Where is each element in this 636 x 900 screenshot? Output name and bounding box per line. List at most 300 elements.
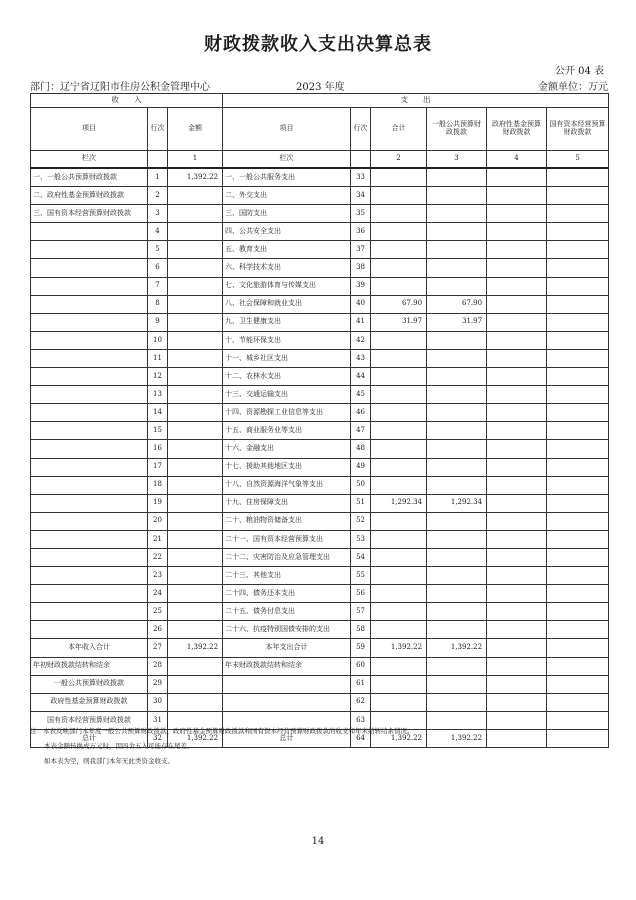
- income-item: [31, 241, 148, 259]
- table-row: [31, 548, 609, 566]
- income-line-number: 19: [148, 494, 168, 512]
- income-amount: [168, 621, 223, 639]
- general-budget-amount: [427, 259, 487, 277]
- income-item: [31, 512, 148, 530]
- expense-item: 九、卫生健康支出: [223, 313, 351, 331]
- income-amount: 1,392.22: [168, 639, 223, 657]
- expense-line-number: 46: [351, 404, 371, 422]
- expense-item: 二十四、债务还本支出: [223, 585, 351, 603]
- state-capital-amount: [547, 458, 609, 476]
- income-line-number: 13: [148, 386, 168, 404]
- table-row: [31, 675, 609, 693]
- income-line-number: 6: [148, 259, 168, 277]
- expense-colname: 栏次: [223, 151, 351, 169]
- general-budget-amount: [427, 331, 487, 349]
- general-budget-amount: [427, 422, 487, 440]
- table-row: [31, 277, 609, 295]
- expense-total: [371, 585, 427, 603]
- state-capital-amount: [547, 657, 609, 675]
- budget-table: [30, 93, 609, 748]
- general-budget-amount: [427, 241, 487, 259]
- expense-line-number: 45: [351, 386, 371, 404]
- income-amount: [168, 603, 223, 621]
- expense-line-number: 48: [351, 440, 371, 458]
- income-line-number: 25: [148, 603, 168, 621]
- gov-fund-amount: [487, 241, 547, 259]
- income-line-number: 27: [148, 639, 168, 657]
- expense-total: [371, 241, 427, 259]
- col-number-1: 1: [168, 151, 223, 169]
- income-amount: [168, 295, 223, 313]
- table-row: [31, 205, 609, 223]
- expense-line-number: 39: [351, 277, 371, 295]
- table-row: [31, 494, 609, 512]
- income-amount: [168, 440, 223, 458]
- income-line-number: 12: [148, 368, 168, 386]
- income-amount: [168, 368, 223, 386]
- expense-line-number: 57: [351, 603, 371, 621]
- table-row: [31, 168, 609, 187]
- expense-total: [371, 349, 427, 367]
- expense-item: [223, 693, 351, 711]
- expense-line-number: 41: [351, 313, 371, 331]
- income-line-number: 15: [148, 422, 168, 440]
- gov-fund-amount: [487, 386, 547, 404]
- table-row: [31, 422, 609, 440]
- state-capital-amount: [547, 313, 609, 331]
- state-capital-amount: [547, 422, 609, 440]
- general-budget-amount: [427, 548, 487, 566]
- income-item: [31, 277, 148, 295]
- income-item-header: 项目: [31, 108, 148, 151]
- expense-total: [371, 693, 427, 711]
- income-item: [31, 621, 148, 639]
- state-capital-amount: [547, 693, 609, 711]
- general-budget-amount: [427, 530, 487, 548]
- state-capital-amount: [547, 168, 609, 187]
- expense-line-number: 52: [351, 512, 371, 530]
- income-line-number: 32: [148, 729, 168, 747]
- general-budget-amount: [427, 368, 487, 386]
- expense-item: 十九、住房保障支出: [223, 494, 351, 512]
- income-item: [31, 386, 148, 404]
- state-capital-amount: [547, 259, 609, 277]
- state-capital-amount: [547, 585, 609, 603]
- gov-fund-amount: [487, 295, 547, 313]
- expense-item-header: 项目: [223, 108, 351, 151]
- gov-fund-amount: [487, 458, 547, 476]
- income-item: [31, 458, 148, 476]
- income-item: 三、国有资本经营预算财政拨款: [31, 205, 148, 223]
- income-item: [31, 313, 148, 331]
- expense-item: 二十五、债务付息支出: [223, 603, 351, 621]
- gov-fund-amount: [487, 639, 547, 657]
- gov-fund-amount: [487, 440, 547, 458]
- col-number-2: 2: [371, 151, 427, 169]
- expense-line-number: 53: [351, 530, 371, 548]
- income-line-number: 5: [148, 241, 168, 259]
- gov-fund-amount: [487, 548, 547, 566]
- income-amount: [168, 241, 223, 259]
- expense-line-header: 行次: [351, 108, 371, 151]
- expense-item: 二十六、抗疫特别国债安排的支出: [223, 621, 351, 639]
- table-row: [31, 458, 609, 476]
- income-item: 年初财政拨款结转和结余: [31, 657, 148, 675]
- income-line-number: 21: [148, 530, 168, 548]
- expense-item: 十四、资源勘探工业信息等支出: [223, 404, 351, 422]
- income-item: [31, 223, 148, 241]
- income-line-number: 30: [148, 693, 168, 711]
- general-budget-amount: 67.90: [427, 295, 487, 313]
- income-line-number: 26: [148, 621, 168, 639]
- income-amount: [168, 349, 223, 367]
- income-item: [31, 567, 148, 585]
- table-row: [31, 368, 609, 386]
- expense-line-number: 34: [351, 187, 371, 205]
- gov-fund-amount: [487, 693, 547, 711]
- state-capital-amount: [547, 241, 609, 259]
- empty-cell: [351, 151, 371, 169]
- expense-line-number: 63: [351, 711, 371, 729]
- income-line-number: 31: [148, 711, 168, 729]
- income-line-number: 7: [148, 277, 168, 295]
- expense-item: 三、国防支出: [223, 205, 351, 223]
- expense-total: 67.90: [371, 295, 427, 313]
- income-amount: [168, 585, 223, 603]
- state-capital-amount: [547, 386, 609, 404]
- income-amount: [168, 567, 223, 585]
- header-row-column-numbers: [31, 151, 609, 169]
- general-budget-amount: [427, 440, 487, 458]
- table-row: [31, 241, 609, 259]
- expense-total: 1,392.22: [371, 639, 427, 657]
- state-capital-amount: [547, 187, 609, 205]
- general-budget-amount: [427, 693, 487, 711]
- expense-total: [371, 530, 427, 548]
- footnote-line: 注：本表反映部门本年度一般公共预算财政拨款、政府性基金预算财政拨款和国有资本经营预算财政拨款的收支和年末结转结余情况。: [30, 727, 414, 735]
- expense-total: 1,292.34: [371, 494, 427, 512]
- table-row: [31, 331, 609, 349]
- footnote-line: 如本表为空，则我部门本年无此类资金收支。: [44, 757, 174, 765]
- expense-total: [371, 476, 427, 494]
- gov-fund-amount: [487, 422, 547, 440]
- expense-line-number: 33: [351, 168, 371, 187]
- table-row: [31, 603, 609, 621]
- income-item: 二、政府性基金预算财政拨款: [31, 187, 148, 205]
- general-budget-amount: 1,392.22: [427, 639, 487, 657]
- state-capital-amount: [547, 223, 609, 241]
- state-capital-amount: [547, 512, 609, 530]
- state-capital-amount: [547, 368, 609, 386]
- expense-total: 1,392.22: [371, 729, 427, 747]
- income-item: 一、一般公共预算财政拨款: [31, 168, 148, 187]
- general-budget-amount: [427, 386, 487, 404]
- expense-line-number: 64: [351, 729, 371, 747]
- income-item: [31, 349, 148, 367]
- income-line-number: 1: [148, 168, 168, 187]
- expense-total: [371, 168, 427, 187]
- income-amount: 1,392.22: [168, 729, 223, 747]
- table-row: [31, 223, 609, 241]
- expense-item: 十八、自然资源海洋气象等支出: [223, 476, 351, 494]
- gov-fund-amount: [487, 187, 547, 205]
- income-amount: [168, 512, 223, 530]
- income-item: [31, 259, 148, 277]
- expense-item: 本年支出合计: [223, 639, 351, 657]
- expense-item: 一、一般公共服务支出: [223, 168, 351, 187]
- general-budget-amount: [427, 404, 487, 422]
- table-row: [31, 349, 609, 367]
- expense-item: 二十二、灾害防治及应急管理支出: [223, 548, 351, 566]
- col-number-4: 4: [487, 151, 547, 169]
- gov-fund-amount: [487, 368, 547, 386]
- general-budget-amount: [427, 603, 487, 621]
- expense-line-number: 47: [351, 422, 371, 440]
- income-line-number: 29: [148, 675, 168, 693]
- income-line-number: 8: [148, 295, 168, 313]
- income-item: 一般公共预算财政拨款: [31, 675, 148, 693]
- gov-fund-amount: [487, 168, 547, 187]
- expense-line-number: 40: [351, 295, 371, 313]
- state-capital-amount: [547, 548, 609, 566]
- income-line-number: 16: [148, 440, 168, 458]
- expense-line-number: 55: [351, 567, 371, 585]
- income-item: [31, 476, 148, 494]
- general-budget-amount: [427, 205, 487, 223]
- gov-fund-amount: [487, 223, 547, 241]
- state-capital-amount: [547, 404, 609, 422]
- income-amount: [168, 458, 223, 476]
- income-amount: [168, 187, 223, 205]
- general-budget-amount: [427, 621, 487, 639]
- expense-item: 七、文化旅游体育与传媒支出: [223, 277, 351, 295]
- expense-line-number: 43: [351, 349, 371, 367]
- income-amount: [168, 422, 223, 440]
- table-row: [31, 530, 609, 548]
- expense-item: 十六、金融支出: [223, 440, 351, 458]
- gov-fund-amount: [487, 675, 547, 693]
- expense-item: 二十一、国有资本经营预算支出: [223, 530, 351, 548]
- gov-fund-amount: [487, 621, 547, 639]
- expense-total: [371, 331, 427, 349]
- income-amount: [168, 205, 223, 223]
- income-amount: [168, 657, 223, 675]
- expense-total: 31.97: [371, 313, 427, 331]
- income-line-number: 2: [148, 187, 168, 205]
- expense-line-number: 49: [351, 458, 371, 476]
- expense-item: 十一、城乡社区支出: [223, 349, 351, 367]
- income-amount: [168, 386, 223, 404]
- income-item: [31, 494, 148, 512]
- state-capital-amount: [547, 331, 609, 349]
- gov-fund-amount: [487, 313, 547, 331]
- income-line-number: 18: [148, 476, 168, 494]
- gov-fund-amount: [487, 277, 547, 295]
- state-capital-header: 国有资本经营预算财政拨款: [547, 108, 609, 151]
- expense-item: 四、公共安全支出: [223, 223, 351, 241]
- income-line-number: 23: [148, 567, 168, 585]
- table-row: [31, 585, 609, 603]
- table-row: [31, 295, 609, 313]
- gov-fund-amount: [487, 657, 547, 675]
- state-capital-amount: [547, 277, 609, 295]
- income-line-number: 3: [148, 205, 168, 223]
- income-line-header: 行次: [148, 108, 168, 151]
- income-line-number: 11: [148, 349, 168, 367]
- state-capital-amount: [547, 621, 609, 639]
- footnote: [30, 724, 608, 769]
- income-amount-header: 金额: [168, 108, 223, 151]
- col-number-3: 3: [427, 151, 487, 169]
- income-amount: [168, 530, 223, 548]
- department-label: 部门：辽宁省辽阳市住房公积金管理中心: [30, 82, 210, 93]
- income-colname: 栏次: [31, 151, 148, 169]
- table-row: [31, 386, 609, 404]
- general-budget-header: 一般公共预算财政拨款: [427, 108, 487, 151]
- income-line-number: 24: [148, 585, 168, 603]
- income-item: [31, 603, 148, 621]
- income-amount: [168, 675, 223, 693]
- gov-fund-amount: [487, 567, 547, 585]
- income-section-header: 收 入: [31, 94, 223, 108]
- income-item: [31, 368, 148, 386]
- expense-section-header: 支 出: [223, 94, 609, 108]
- expense-total: [371, 603, 427, 621]
- gov-fund-amount: [487, 512, 547, 530]
- expense-line-number: 58: [351, 621, 371, 639]
- income-item: 本年收入合计: [31, 639, 148, 657]
- income-amount: [168, 548, 223, 566]
- income-item: [31, 530, 148, 548]
- expense-total: [371, 440, 427, 458]
- meta-row: [30, 78, 608, 92]
- expense-item: 十三、交通运输支出: [223, 386, 351, 404]
- gov-fund-amount: [487, 404, 547, 422]
- state-capital-amount: [547, 349, 609, 367]
- gov-fund-amount: [487, 259, 547, 277]
- gov-fund-amount: [487, 494, 547, 512]
- general-budget-amount: [427, 458, 487, 476]
- expense-total: [371, 368, 427, 386]
- expense-total: [371, 512, 427, 530]
- income-amount: [168, 693, 223, 711]
- state-capital-amount: [547, 675, 609, 693]
- general-budget-amount: [427, 567, 487, 585]
- col-number-5: 5: [547, 151, 609, 169]
- income-amount: [168, 313, 223, 331]
- gov-fund-amount: [487, 476, 547, 494]
- table-row: [31, 259, 609, 277]
- income-line-number: 14: [148, 404, 168, 422]
- income-item: [31, 404, 148, 422]
- state-capital-amount: [547, 476, 609, 494]
- income-amount: 1,392.22: [168, 168, 223, 187]
- expense-total: [371, 675, 427, 693]
- gov-fund-amount: [487, 585, 547, 603]
- state-capital-amount: [547, 494, 609, 512]
- gov-fund-amount: [487, 331, 547, 349]
- form-number: 公开 04 表: [554, 66, 604, 77]
- gov-fund-amount: [487, 603, 547, 621]
- income-item: [31, 295, 148, 313]
- empty-cell: [148, 151, 168, 169]
- expense-line-number: 61: [351, 675, 371, 693]
- header-row-sections: [31, 94, 609, 108]
- expense-item: 十五、商业服务业等支出: [223, 422, 351, 440]
- income-item: [31, 440, 148, 458]
- expense-total: [371, 277, 427, 295]
- general-budget-amount: [427, 585, 487, 603]
- state-capital-amount: [547, 440, 609, 458]
- income-amount: [168, 259, 223, 277]
- table-row: [31, 404, 609, 422]
- income-item: 国有资本经营预算财政拨款: [31, 711, 148, 729]
- general-budget-amount: 1,392.22: [427, 729, 487, 747]
- expense-item: 二十三、其他支出: [223, 567, 351, 585]
- table-row: [31, 621, 609, 639]
- income-line-number: 22: [148, 548, 168, 566]
- expense-line-number: 51: [351, 494, 371, 512]
- general-budget-amount: [427, 277, 487, 295]
- header-row-columns: [31, 108, 609, 151]
- state-capital-amount: [547, 295, 609, 313]
- income-item: [31, 585, 148, 603]
- general-budget-amount: [427, 187, 487, 205]
- state-capital-amount: [547, 205, 609, 223]
- table-row: [31, 187, 609, 205]
- income-item: [31, 331, 148, 349]
- gov-fund-amount: [487, 349, 547, 367]
- income-amount: [168, 494, 223, 512]
- expense-line-number: 37: [351, 241, 371, 259]
- income-item: [31, 548, 148, 566]
- income-line-number: 10: [148, 331, 168, 349]
- income-line-number: 17: [148, 458, 168, 476]
- table-row: [31, 476, 609, 494]
- table-row: [31, 567, 609, 585]
- gov-fund-amount: [487, 205, 547, 223]
- expense-item: 二十、粮油物资储备支出: [223, 512, 351, 530]
- general-budget-amount: [427, 476, 487, 494]
- income-amount: [168, 223, 223, 241]
- gov-fund-header: 政府性基金预算财政拨款: [487, 108, 547, 151]
- expense-item: 六、科学技术支出: [223, 259, 351, 277]
- expense-total: [371, 404, 427, 422]
- income-line-number: 20: [148, 512, 168, 530]
- expense-line-number: 35: [351, 205, 371, 223]
- expense-line-number: 59: [351, 639, 371, 657]
- general-budget-amount: 1,292.34: [427, 494, 487, 512]
- general-budget-amount: [427, 675, 487, 693]
- expense-line-number: 54: [351, 548, 371, 566]
- expense-item: 八、社会保障和就业支出: [223, 295, 351, 313]
- expense-line-number: 56: [351, 585, 371, 603]
- expense-item: 十二、农林水支出: [223, 368, 351, 386]
- general-budget-amount: [427, 657, 487, 675]
- expense-total: [371, 567, 427, 585]
- general-budget-amount: [427, 168, 487, 187]
- expense-item: 总计: [223, 729, 351, 747]
- table-row: [31, 440, 609, 458]
- expense-line-number: 38: [351, 259, 371, 277]
- expense-line-number: 50: [351, 476, 371, 494]
- expense-line-number: 44: [351, 368, 371, 386]
- expense-item: 十七、援助其他地区支出: [223, 458, 351, 476]
- expense-total: [371, 621, 427, 639]
- expense-total: [371, 223, 427, 241]
- expense-line-number: 60: [351, 657, 371, 675]
- expense-total: [371, 458, 427, 476]
